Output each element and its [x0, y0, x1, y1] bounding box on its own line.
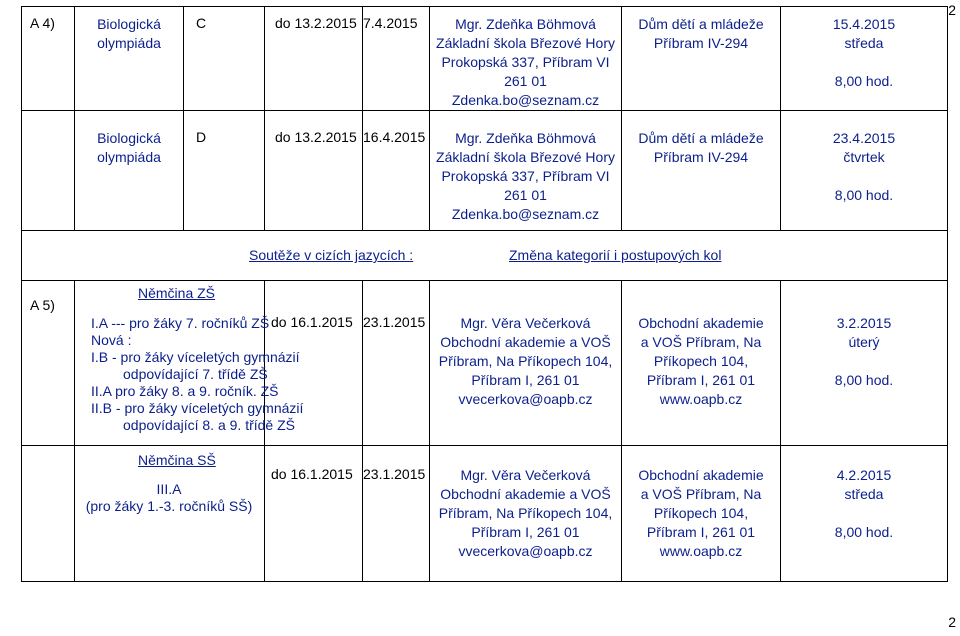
section-heading-cell: [22, 231, 948, 281]
school-deadline: do 16.1.2015: [271, 314, 353, 330]
category-line-ib: I.B - pro žáky víceletých gymnázií: [91, 349, 300, 365]
organizer-address: Příbram, Na Příkopech 104,: [438, 353, 613, 369]
date-weekday: čtvrtek: [843, 149, 885, 165]
date-time: 8,00 hod.: [834, 73, 894, 89]
subject-line-2: olympiáda: [97, 35, 161, 51]
organizer-cell: [430, 281, 622, 446]
venue-line-2: Příbram IV-294: [653, 35, 749, 51]
page-number-bottom: 2: [948, 614, 956, 630]
category-cell: [184, 7, 265, 111]
district-deadline-cell: [363, 111, 430, 231]
subject-cell: [75, 111, 184, 231]
subject-cell: [75, 7, 184, 111]
code-cell: [22, 281, 75, 446]
organizer-zip: 261 01: [504, 73, 547, 89]
date-cell: [781, 111, 948, 231]
venue-cell: [622, 281, 781, 446]
date-weekday: středa: [844, 35, 884, 51]
code-cell: [22, 111, 75, 231]
school-deadline: do 13.2.2015: [275, 129, 357, 145]
date-time: 8,00 hod.: [834, 372, 894, 388]
district-deadline: 23.1.2015: [363, 314, 426, 330]
organizer-email: Zdenka.bo@seznam.cz: [451, 92, 600, 108]
category-line-iiia-detail: (pro žáky 1.-3. ročníků SŠ): [85, 498, 253, 514]
organizer-name: Mgr. Zdeňka Böhmová: [455, 16, 596, 32]
category-label: D: [196, 129, 207, 145]
organizer-name: Mgr. Věra Večerková: [460, 467, 591, 483]
organizer-address: Prokopská 337, Příbram VI: [441, 54, 610, 70]
date-day: 23.4.2015: [832, 130, 896, 146]
venue-cell: [622, 7, 781, 111]
venue-line-1: Obchodní akademie: [638, 467, 764, 483]
venue-cell: [622, 446, 781, 582]
organizer-cell: [430, 7, 622, 111]
category-line-iia: II.A pro žáky 8. a 9. ročník. ZŠ: [91, 383, 279, 399]
date-weekday: středa: [844, 486, 884, 502]
organizer-email: vvecerkova@oapb.cz: [458, 543, 593, 559]
school-deadline-cell: [265, 446, 363, 582]
organizer-address: Příbram, Na Příkopech 104,: [438, 505, 613, 521]
category-line-iiia: III.A: [156, 481, 182, 497]
section-note: Změna kategorií i postupových kol: [509, 247, 722, 263]
subject-title: Němčina ZŠ: [138, 285, 216, 301]
category-line-ia: I.A --- pro žáky 7. ročníků ZŠ: [91, 315, 270, 331]
venue-line-4: Příbram I, 261 01: [646, 372, 756, 388]
organizer-address: Prokopská 337, Příbram VI: [441, 168, 610, 184]
venue-cell: [622, 111, 781, 231]
venue-line-1: Obchodní akademie: [638, 315, 764, 331]
table-row-biology-c: [22, 7, 948, 111]
organizer-cell: [430, 111, 622, 231]
date-cell: [781, 281, 948, 446]
organizer-name: Mgr. Věra Večerková: [460, 315, 591, 331]
category-line-iib: II.B - pro žáky víceletých gymnázií: [91, 400, 304, 416]
date-day: 15.4.2015: [832, 16, 896, 32]
new-label: Nová :: [91, 332, 132, 348]
organizer-zip: Příbram I, 261 01: [471, 524, 580, 540]
organizer-email: Zdenka.bo@seznam.cz: [451, 206, 600, 222]
subject-cell: [75, 281, 304, 446]
school-deadline-cell: [265, 7, 363, 111]
code-label: A 4): [30, 15, 55, 31]
subject-title: Němčina SŠ: [138, 452, 216, 468]
district-deadline-cell: [363, 7, 430, 111]
date-day: 4.2.2015: [836, 467, 892, 483]
date-cell: [781, 446, 948, 582]
section-heading: Soutěže v cizích jazycích :: [249, 247, 414, 263]
subject-cell: [75, 446, 265, 582]
code-cell: [22, 446, 75, 582]
organizer-email: vvecerkova@oapb.cz: [458, 391, 593, 407]
table-row-german-zs: [22, 281, 948, 446]
organizer-name: Mgr. Zdeňka Böhmová: [455, 130, 596, 146]
category-label: C: [196, 15, 207, 31]
organizer-cell: [430, 446, 622, 582]
table-row-biology-d: [22, 111, 948, 231]
subject-line-1: Biologická: [97, 16, 161, 32]
venue-line-1: Dům dětí a mládeže: [638, 130, 764, 146]
organizer-zip: 261 01: [504, 187, 547, 203]
district-deadline-cell: [363, 281, 430, 446]
date-weekday: úterý: [848, 334, 880, 350]
date-time: 8,00 hod.: [834, 187, 894, 203]
venue-website: www.oapb.cz: [659, 391, 743, 407]
venue-line-2: a VOŠ Příbram, Na: [640, 334, 762, 350]
category-line-iib-detail: odpovídající 8. a 9. třídě ZŠ: [123, 417, 295, 433]
section-heading-row: [22, 231, 948, 281]
venue-website: www.oapb.cz: [659, 543, 743, 559]
district-deadline: 23.1.2015: [363, 466, 426, 482]
code-label: A 5): [30, 297, 55, 313]
district-deadline-cell: [363, 446, 430, 582]
district-deadline: 7.4.2015: [363, 15, 418, 31]
date-day: 3.2.2015: [836, 315, 892, 331]
district-deadline: 16.4.2015: [363, 129, 426, 145]
category-line-ib-detail: odpovídající 7. třídě ZŠ: [123, 366, 268, 382]
date-cell: [781, 7, 948, 111]
date-time: 8,00 hod.: [834, 524, 894, 540]
table-row-german-ss: [22, 446, 948, 582]
school-deadline-cell: [265, 111, 363, 231]
organizer-zip: Příbram I, 261 01: [471, 372, 580, 388]
venue-line-2: a VOŠ Příbram, Na: [640, 486, 762, 502]
organizer-school: Základní škola Březové Hory: [436, 35, 615, 51]
subject-line-2: olympiáda: [97, 149, 161, 165]
category-cell: [184, 111, 265, 231]
venue-line-3: Příkopech 104,: [653, 353, 749, 369]
organizer-school: Základní škola Březové Hory: [436, 149, 615, 165]
page-number-top: 2: [948, 2, 956, 18]
venue-line-2: Příbram IV-294: [653, 149, 749, 165]
venue-line-1: Dům dětí a mládeže: [638, 16, 764, 32]
organizer-school: Obchodní akademie a VOŠ: [440, 334, 611, 350]
competition-table: [21, 6, 948, 582]
subject-line-1: Biologická: [97, 130, 161, 146]
school-deadline: do 16.1.2015: [271, 466, 353, 482]
code-cell: [22, 7, 75, 111]
organizer-school: Obchodní akademie a VOŠ: [440, 486, 611, 502]
venue-line-4: Příbram I, 261 01: [646, 524, 756, 540]
school-deadline: do 13.2.2015: [275, 15, 357, 31]
venue-line-3: Příkopech 104,: [653, 505, 749, 521]
